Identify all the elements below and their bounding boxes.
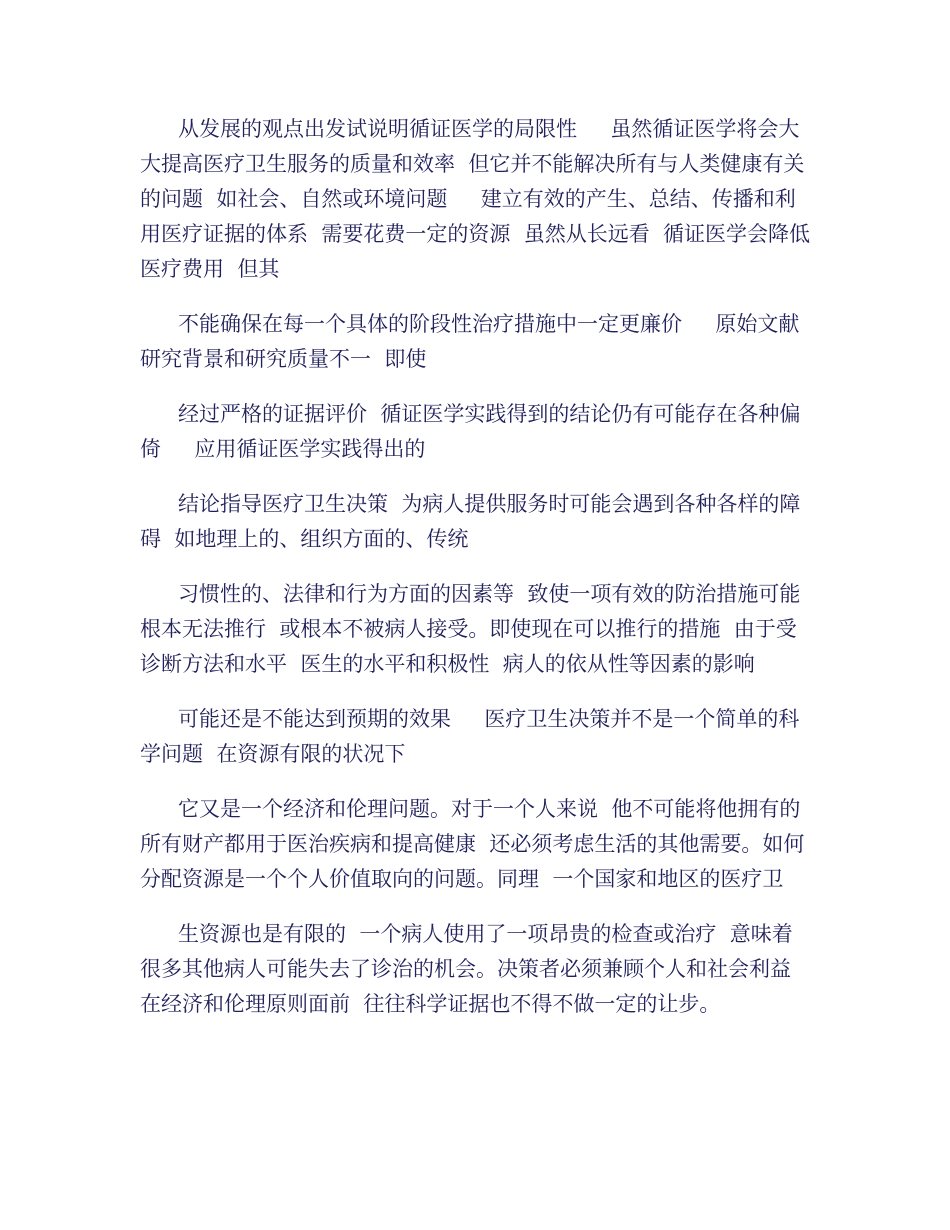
paragraph-2: 不能确保在每一个具体的阶段性治疗措施中一定更廉价 原始文献研究背景和研究质量不一 即使 bbox=[140, 312, 800, 371]
paragraph-4: 结论指导医疗卫生决策 为病人提供服务时可能会遇到各种各样的障碍 如地理上的、组织方面的、传统 bbox=[140, 492, 801, 551]
paragraph-6: 可能还是不能达到预期的效果 医疗卫生决策并不是一个简单的科学问题 在资源有限的状况下 bbox=[140, 707, 800, 766]
paragraph-3: 经过严格的证据评价 循证医学实践得到的结论仍有可能存在各种偏倚 应用循证医学实践得出的 bbox=[140, 402, 801, 461]
paragraph-8: 生资源也是有限的 一个病人使用了一项昂贵的检查或治疗 意味着很多其他病人可能失去了诊治的机会。决策者必须兼顾个人和社会利益 在经济和伦理原则面前 往往科学证据也不得不做一定的让步。 bbox=[140, 922, 805, 1016]
paragraph-5: 习惯性的、法律和行为方面的因素等 致使一项有效的防治措施可能根本无法推行 或根本不被病人接受。即使现在可以推行的措施 由于受诊断方法和水平 医生的水平和积极性 病人的依从性等因素的影响 bbox=[140, 582, 801, 676]
paragraph-1: 从发展的观点出发试说明循证医学的局限性 虽然循证医学将会大大提高医疗卫生服务的质量和效率 但它并不能解决所有与人类健康有关的问题 如社会、自然或环境问题 建立有效的产生、总结、传播和利用医疗证据的体系 需要花费一定的资源 虽然从长远看 循证医学会降低医疗费用 但其 bbox=[140, 117, 811, 281]
paragraph-7: 它又是一个经济和伦理问题。对于一个人来说 他不可能将他拥有的所有财产都用于医治疾病和提高健康 还必须考虑生活的其他需要。如何分配资源是一个个人价值取向的问题。同理 一个国家和地区的医疗卫 bbox=[140, 797, 805, 891]
document-body bbox=[140, 112, 812, 1042]
